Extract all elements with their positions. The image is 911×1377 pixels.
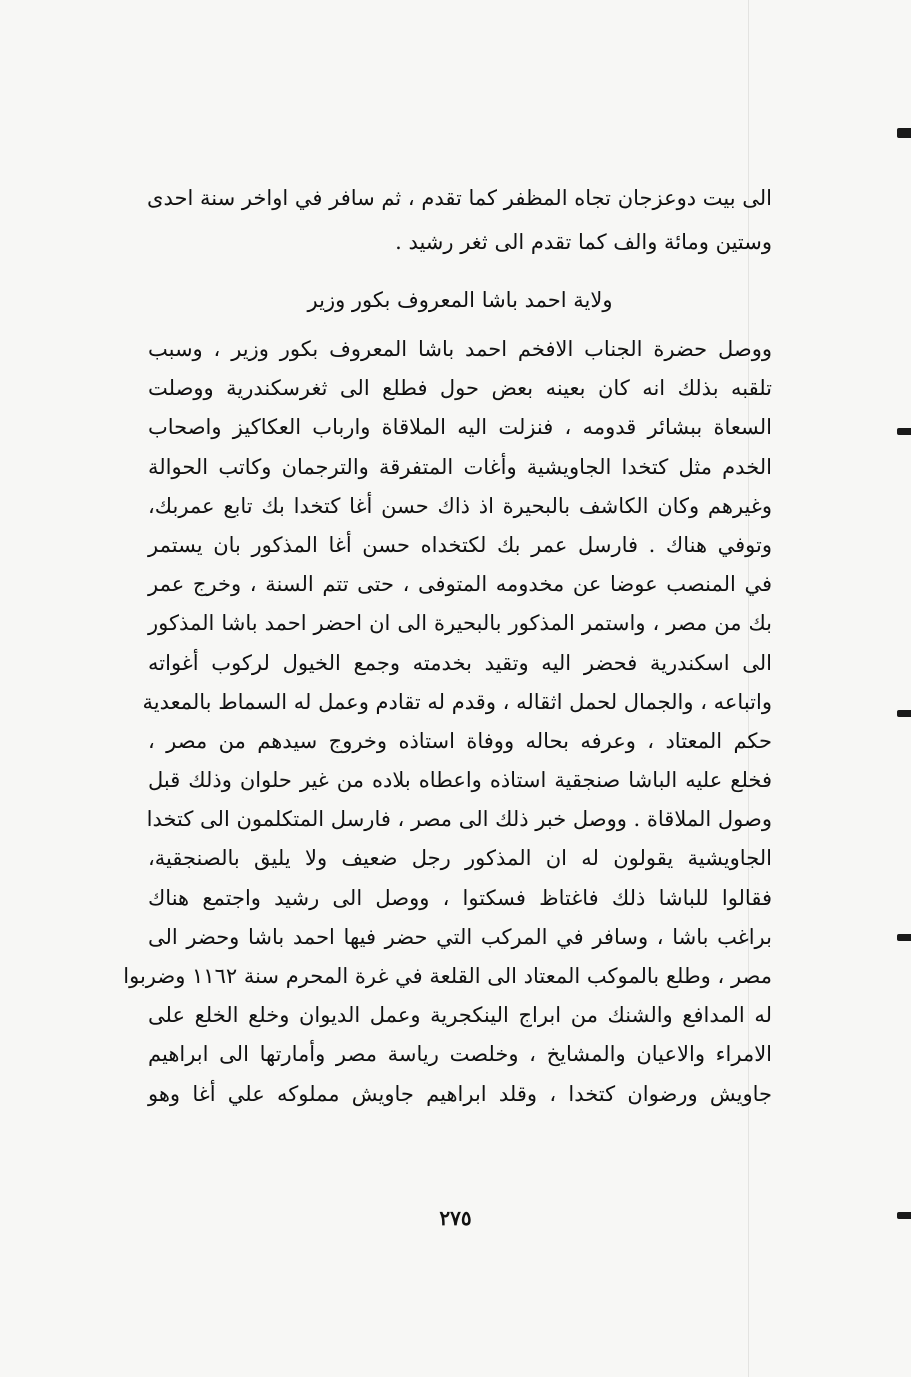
text-line: وصول الملاقاة . ووصل خبر ذلك الى مصر ، فارسل المتكلمون الى كتخدا (146, 807, 772, 832)
section-heading: ولاية احمد باشا المعروف بكور وزير (307, 288, 613, 312)
edge-mark (897, 710, 911, 717)
text-line: فخلع عليه الباشا صنجقية استاذه واعطاه بلاده من غير حلوان وذلك قبل (148, 768, 772, 793)
text-line: له المدافع والشنك من ابراج الينكجرية وعمل الديوان وخلع الخلع على (148, 1003, 772, 1028)
text-line: الامراء والاعيان والمشايخ ، وخلصت رياسة مصر وأمارتها الى ابراهيم (148, 1042, 772, 1067)
text-line: بك من مصر ، واستمر المذكور بالبحيرة الى ان احضر احمد باشا المذكور (148, 611, 772, 636)
text-line: ووصل حضرة الجناب الافخم احمد باشا المعروف بكور وزير ، وسبب (148, 337, 772, 361)
intro-paragraph (148, 176, 772, 264)
text-line: حكم المعتاد ، وعرفه بحاله ووفاة استاذه وخروج سيدهم من مصر ، (148, 728, 772, 753)
text-line: الخدم مثل كتخدا الجاويشية وأغات المتفرقة والترجمان وكاتب الحوالة (148, 454, 772, 479)
edge-mark (897, 428, 911, 435)
text-line: الجاويشية يقولون له ان المذكور رجل ضعيف ولا يليق بالصنجقية، (148, 846, 772, 871)
text-line: واتباعه ، والجمال لحمل اثقاله ، وقدم له تقادم وعمل له السماط بالمعدية (142, 689, 772, 714)
page-number: ٢٧٥ (439, 1206, 472, 1230)
text-line: الى بيت دوعزجان تجاه المظفر كما تقدم ، ثم سافر في اواخر سنة احدى (147, 186, 772, 210)
text-line: براغب باشا ، وسافر في المركب التي حضر فيها احمد باشا وحضر الى (148, 924, 772, 949)
text-line: جاويش ورضوان كتخدا ، وقلد ابراهيم جاويش مملوكه علي أغا وهو (148, 1081, 772, 1106)
edge-mark (897, 128, 911, 138)
body-paragraph (123, 330, 772, 1114)
text-line: وتوفي هناك . فارسل عمر بك لكتخداه حسن أغا المذكور بان يستمر (148, 532, 772, 557)
edge-mark (897, 934, 911, 941)
text-line: فقالوا للباشا ذلك فاغتاظ فسكتوا ، ووصل الى رشيد واجتمع هناك (148, 885, 772, 910)
text-line: السعاة ببشائر قدومه ، فنزلت اليه الملاقاة وارباب العكاكيز واصحاب (148, 415, 772, 440)
text-line: الى اسكندرية فحضر اليه وتقيد بخدمته وجمع الخيول لركوب أغواته (148, 650, 772, 675)
text-line: وستين ومائة والف كما تقدم الى ثغر رشيد . (395, 230, 772, 254)
text-line: تلقبه بذلك انه كان بعينه بعض حول فطلع الى ثغرسكندرية ووصلت (148, 376, 772, 401)
text-line: في المنصب عوضا عن مخدومه المتوفى ، حتى تتم السنة ، وخرج عمر (148, 572, 772, 597)
text-line: مصر ، وطلع بالموكب المعتاد الى القلعة في غرة المحرم سنة ١١٦٢ وضربوا (123, 964, 772, 988)
text-line: وغيرهم وكان الكاشف بالبحيرة اذ ذاك حسن أغا كتخدا بك تابع عمربك، (148, 493, 772, 518)
